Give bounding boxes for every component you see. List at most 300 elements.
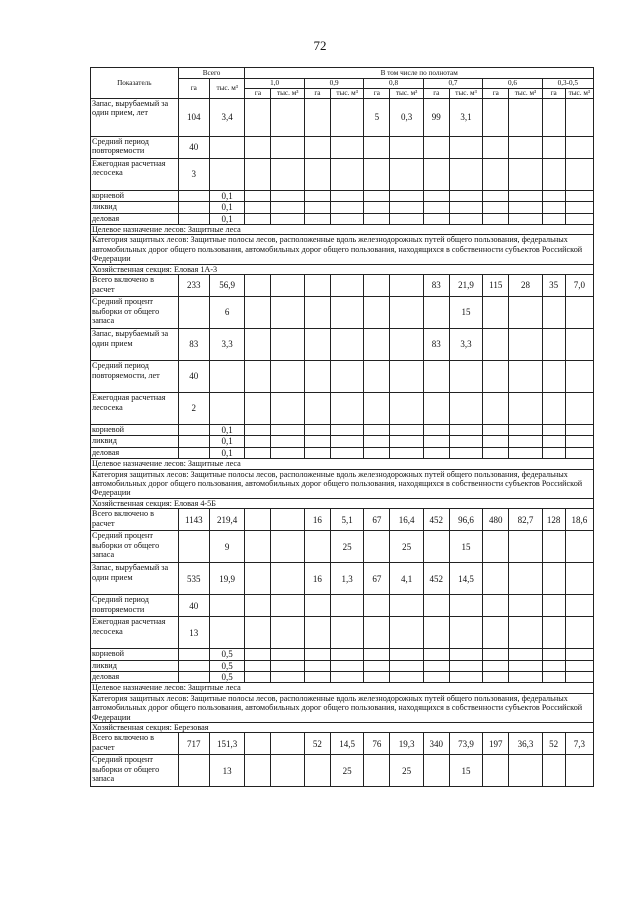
value-cell: 25 — [390, 531, 423, 563]
table-row — [91, 509, 594, 531]
value-cell — [483, 425, 509, 436]
value-cell — [449, 159, 482, 191]
header-thousand-m3: тыс. м³ — [330, 89, 363, 99]
value-cell: 128 — [542, 509, 565, 531]
value-cell: 233 — [178, 275, 209, 297]
value-cell — [330, 425, 363, 436]
value-cell: 13 — [209, 755, 244, 787]
row-label: Средний период повторяемости — [91, 595, 179, 617]
value-cell — [390, 649, 423, 660]
value-cell: 19,3 — [390, 733, 423, 755]
value-cell — [449, 660, 482, 671]
value-cell: 73,9 — [449, 733, 482, 755]
value-cell — [245, 447, 271, 458]
value-cell: 717 — [178, 733, 209, 755]
value-cell: 0,1 — [209, 425, 244, 436]
value-cell — [449, 617, 482, 649]
value-cell — [390, 671, 423, 682]
value-cell — [565, 191, 593, 202]
section-heading: Хозяйственная секция: Еловая 4-5Б — [91, 498, 594, 508]
value-cell — [245, 436, 271, 447]
value-cell: 0,1 — [209, 213, 244, 224]
value-cell — [483, 297, 509, 329]
row-label: Запас, вырубаемый за один прием — [91, 329, 179, 361]
value-cell — [509, 213, 542, 224]
value-cell: 19,9 — [209, 563, 244, 595]
value-cell — [449, 649, 482, 660]
header-ha: га — [245, 89, 271, 99]
value-cell — [364, 436, 390, 447]
value-cell — [271, 649, 304, 660]
value-cell — [178, 671, 209, 682]
value-cell — [542, 563, 565, 595]
value-cell — [509, 595, 542, 617]
row-label: Всего включено в расчет — [91, 275, 179, 297]
table-row — [91, 425, 594, 436]
value-cell: 1,3 — [330, 563, 363, 595]
value-cell — [390, 425, 423, 436]
header-density: 0,7 — [423, 79, 482, 89]
value-cell — [449, 595, 482, 617]
value-cell — [483, 436, 509, 447]
value-cell: 535 — [178, 563, 209, 595]
value-cell: 21,9 — [449, 275, 482, 297]
value-cell — [245, 755, 271, 787]
header-thousand-m3: тыс. м³ — [209, 79, 244, 99]
row-label: Средний период повторяемости — [91, 137, 179, 159]
value-cell: 16 — [304, 509, 330, 531]
value-cell — [271, 137, 304, 159]
header-ha: га — [423, 89, 449, 99]
value-cell — [271, 329, 304, 361]
value-cell — [330, 297, 363, 329]
table-row — [91, 361, 594, 393]
header-ha: га — [178, 79, 209, 99]
value-cell — [542, 191, 565, 202]
value-cell — [449, 425, 482, 436]
value-cell — [209, 159, 244, 191]
value-cell — [364, 202, 390, 213]
value-cell: 104 — [178, 99, 209, 137]
value-cell — [245, 617, 271, 649]
value-cell: 99 — [423, 99, 449, 137]
table-row — [91, 660, 594, 671]
value-cell: 16 — [304, 563, 330, 595]
value-cell: 25 — [330, 755, 363, 787]
value-cell: 0,5 — [209, 660, 244, 671]
value-cell — [449, 361, 482, 393]
value-cell — [565, 425, 593, 436]
value-cell — [245, 393, 271, 425]
value-cell — [565, 99, 593, 137]
value-cell — [178, 447, 209, 458]
table-row — [91, 617, 594, 649]
value-cell — [509, 447, 542, 458]
value-cell — [423, 595, 449, 617]
value-cell — [245, 213, 271, 224]
value-cell — [304, 531, 330, 563]
table-row — [91, 447, 594, 458]
value-cell — [423, 425, 449, 436]
value-cell — [423, 660, 449, 671]
value-cell — [364, 755, 390, 787]
value-cell — [271, 99, 304, 137]
value-cell — [509, 563, 542, 595]
value-cell — [304, 159, 330, 191]
value-cell — [542, 329, 565, 361]
value-cell — [542, 531, 565, 563]
value-cell — [271, 733, 304, 755]
header-ha: га — [483, 89, 509, 99]
value-cell — [390, 191, 423, 202]
value-cell — [423, 649, 449, 660]
value-cell — [245, 563, 271, 595]
value-cell — [565, 563, 593, 595]
table-row — [91, 191, 594, 202]
value-cell: 9 — [209, 531, 244, 563]
header-thousand-m3: тыс. м³ — [271, 89, 304, 99]
value-cell — [423, 159, 449, 191]
value-cell — [542, 447, 565, 458]
forest-table — [90, 67, 594, 787]
value-cell: 452 — [423, 563, 449, 595]
table-row — [91, 137, 594, 159]
value-cell: 40 — [178, 595, 209, 617]
value-cell — [304, 425, 330, 436]
value-cell — [271, 671, 304, 682]
value-cell — [565, 531, 593, 563]
value-cell — [542, 202, 565, 213]
value-cell — [304, 595, 330, 617]
value-cell: 2 — [178, 393, 209, 425]
row-label: Всего включено в расчет — [91, 509, 179, 531]
value-cell — [483, 660, 509, 671]
value-cell — [390, 595, 423, 617]
value-cell — [271, 617, 304, 649]
value-cell: 96,6 — [449, 509, 482, 531]
header-thousand-m3: тыс. м³ — [449, 89, 482, 99]
value-cell — [304, 447, 330, 458]
section-heading: Категория защитных лесов: Защитные полосы лесов, расположенные вдоль железнодорожных путей общего пользования, федеральных автомобильных дорог общего пользования, автомобильных дорог общего пользования, находящихся в собственности субъектов Российской Федерации — [91, 235, 594, 264]
value-cell — [330, 275, 363, 297]
value-cell — [271, 159, 304, 191]
value-cell: 14,5 — [330, 733, 363, 755]
section-heading: Целевое назначение лесов: Защитные леса — [91, 459, 594, 469]
value-cell — [245, 99, 271, 137]
value-cell — [304, 202, 330, 213]
value-cell — [542, 159, 565, 191]
table-row — [91, 469, 594, 498]
value-cell — [542, 425, 565, 436]
value-cell: 16,4 — [390, 509, 423, 531]
row-label: корневой — [91, 425, 179, 436]
section-heading: Хозяйственная секция: Березовая — [91, 723, 594, 733]
value-cell — [304, 617, 330, 649]
value-cell — [364, 275, 390, 297]
value-cell — [245, 275, 271, 297]
value-cell — [245, 202, 271, 213]
value-cell: 3,1 — [449, 99, 482, 137]
header-ha: га — [542, 89, 565, 99]
value-cell — [364, 137, 390, 159]
value-cell — [509, 137, 542, 159]
value-cell — [304, 671, 330, 682]
value-cell — [542, 137, 565, 159]
table-row — [91, 671, 594, 682]
value-cell — [390, 393, 423, 425]
table-row — [91, 297, 594, 329]
table-body — [91, 99, 594, 787]
value-cell — [330, 595, 363, 617]
value-cell — [245, 595, 271, 617]
value-cell — [542, 649, 565, 660]
value-cell — [330, 393, 363, 425]
value-cell: 67 — [364, 509, 390, 531]
value-cell: 56,9 — [209, 275, 244, 297]
value-cell — [390, 159, 423, 191]
value-cell: 28 — [509, 275, 542, 297]
value-cell — [423, 393, 449, 425]
row-label: Ежегодная расчетная лесосека — [91, 617, 179, 649]
table-row — [91, 225, 594, 235]
header-by-density: В том числе по полнотам — [245, 68, 594, 79]
value-cell — [304, 393, 330, 425]
row-label: Запас, вырубаемый за один прием — [91, 563, 179, 595]
row-label: Всего включено в расчет — [91, 733, 179, 755]
value-cell: 197 — [483, 733, 509, 755]
row-label: деловая — [91, 213, 179, 224]
value-cell — [330, 649, 363, 660]
row-label: ликвид — [91, 660, 179, 671]
section-heading: Хозяйственная секция: Еловая 1А-3 — [91, 264, 594, 274]
table-row — [91, 531, 594, 563]
value-cell: 0,1 — [209, 436, 244, 447]
value-cell — [542, 213, 565, 224]
value-cell: 3,3 — [449, 329, 482, 361]
value-cell — [483, 99, 509, 137]
row-label: Средний процент выборки от общего запаса — [91, 297, 179, 329]
value-cell — [178, 531, 209, 563]
value-cell — [304, 275, 330, 297]
value-cell — [509, 425, 542, 436]
value-cell: 480 — [483, 509, 509, 531]
value-cell — [364, 447, 390, 458]
value-cell — [483, 595, 509, 617]
value-cell — [423, 755, 449, 787]
table-row — [91, 275, 594, 297]
value-cell: 219,4 — [209, 509, 244, 531]
value-cell — [423, 137, 449, 159]
value-cell: 3,4 — [209, 99, 244, 137]
value-cell — [330, 671, 363, 682]
value-cell — [245, 425, 271, 436]
value-cell — [330, 159, 363, 191]
table-row — [91, 159, 594, 191]
value-cell: 5 — [364, 99, 390, 137]
value-cell — [304, 297, 330, 329]
value-cell — [542, 617, 565, 649]
value-cell — [178, 425, 209, 436]
value-cell — [509, 393, 542, 425]
value-cell — [509, 361, 542, 393]
value-cell — [271, 393, 304, 425]
value-cell — [449, 393, 482, 425]
value-cell — [364, 649, 390, 660]
value-cell — [565, 671, 593, 682]
value-cell: 52 — [542, 733, 565, 755]
value-cell — [330, 329, 363, 361]
value-cell — [330, 447, 363, 458]
value-cell — [271, 297, 304, 329]
value-cell — [449, 202, 482, 213]
value-cell — [483, 649, 509, 660]
value-cell — [209, 137, 244, 159]
value-cell: 82,7 — [509, 509, 542, 531]
value-cell — [271, 595, 304, 617]
value-cell — [245, 531, 271, 563]
value-cell — [178, 191, 209, 202]
value-cell — [423, 213, 449, 224]
table-row — [91, 235, 594, 264]
value-cell — [565, 297, 593, 329]
value-cell — [483, 671, 509, 682]
value-cell: 115 — [483, 275, 509, 297]
value-cell: 25 — [330, 531, 363, 563]
value-cell: 76 — [364, 733, 390, 755]
value-cell — [364, 297, 390, 329]
value-cell — [423, 671, 449, 682]
row-label: ликвид — [91, 202, 179, 213]
table-row — [91, 733, 594, 755]
value-cell — [483, 393, 509, 425]
value-cell — [304, 191, 330, 202]
value-cell — [304, 213, 330, 224]
value-cell — [449, 436, 482, 447]
value-cell — [245, 509, 271, 531]
value-cell — [509, 649, 542, 660]
value-cell — [304, 329, 330, 361]
value-cell — [330, 191, 363, 202]
value-cell — [483, 329, 509, 361]
header-density: 0,9 — [304, 79, 363, 89]
header-density: 0,3-0,5 — [542, 79, 593, 89]
value-cell — [423, 191, 449, 202]
value-cell — [271, 202, 304, 213]
header-total: Всего — [178, 68, 245, 79]
value-cell — [423, 436, 449, 447]
table-row — [91, 393, 594, 425]
value-cell: 52 — [304, 733, 330, 755]
value-cell — [390, 617, 423, 649]
value-cell: 83 — [178, 329, 209, 361]
value-cell: 4,1 — [390, 563, 423, 595]
value-cell — [509, 531, 542, 563]
value-cell — [483, 617, 509, 649]
row-label: Средний процент выборки от общего запаса — [91, 755, 179, 787]
value-cell — [390, 361, 423, 393]
value-cell — [565, 660, 593, 671]
value-cell — [178, 660, 209, 671]
value-cell — [271, 531, 304, 563]
value-cell: 14,5 — [449, 563, 482, 595]
value-cell — [509, 99, 542, 137]
table-row — [91, 595, 594, 617]
value-cell — [330, 660, 363, 671]
value-cell — [330, 617, 363, 649]
value-cell — [509, 755, 542, 787]
value-cell — [565, 137, 593, 159]
value-cell — [245, 649, 271, 660]
value-cell — [245, 733, 271, 755]
value-cell — [483, 755, 509, 787]
value-cell — [271, 361, 304, 393]
value-cell — [271, 213, 304, 224]
value-cell — [304, 755, 330, 787]
value-cell — [423, 617, 449, 649]
value-cell — [423, 202, 449, 213]
value-cell — [245, 660, 271, 671]
value-cell: 25 — [390, 755, 423, 787]
value-cell — [364, 595, 390, 617]
value-cell — [542, 436, 565, 447]
value-cell — [565, 202, 593, 213]
value-cell — [542, 595, 565, 617]
value-cell: 35 — [542, 275, 565, 297]
value-cell: 40 — [178, 137, 209, 159]
value-cell — [178, 436, 209, 447]
value-cell — [330, 213, 363, 224]
value-cell — [483, 191, 509, 202]
value-cell: 13 — [178, 617, 209, 649]
value-cell — [271, 275, 304, 297]
value-cell — [509, 202, 542, 213]
header-thousand-m3: тыс. м³ — [509, 89, 542, 99]
value-cell — [542, 660, 565, 671]
section-heading: Целевое назначение лесов: Защитные леса — [91, 225, 594, 235]
header-density: 0,6 — [483, 79, 542, 89]
value-cell — [304, 436, 330, 447]
value-cell: 40 — [178, 361, 209, 393]
value-cell — [364, 393, 390, 425]
table-row — [91, 563, 594, 595]
value-cell — [364, 617, 390, 649]
value-cell — [271, 425, 304, 436]
value-cell — [390, 297, 423, 329]
value-cell — [483, 361, 509, 393]
section-heading: Категория защитных лесов: Защитные полосы лесов, расположенные вдоль железнодорожных путей общего пользования, федеральных автомобильных дорог общего пользования, автомобильных дорог общего пользования, находящихся в собственности субъектов Российской Федерации — [91, 469, 594, 498]
value-cell — [304, 99, 330, 137]
value-cell — [271, 191, 304, 202]
value-cell — [565, 755, 593, 787]
header-ha: га — [304, 89, 330, 99]
value-cell — [423, 297, 449, 329]
table-row — [91, 202, 594, 213]
value-cell — [509, 297, 542, 329]
value-cell — [483, 159, 509, 191]
value-cell — [449, 671, 482, 682]
value-cell — [509, 191, 542, 202]
value-cell — [245, 297, 271, 329]
value-cell — [509, 671, 542, 682]
value-cell — [271, 660, 304, 671]
value-cell — [364, 425, 390, 436]
value-cell — [271, 447, 304, 458]
value-cell — [209, 617, 244, 649]
value-cell — [364, 329, 390, 361]
value-cell: 15 — [449, 297, 482, 329]
table-row — [91, 459, 594, 469]
value-cell — [330, 137, 363, 159]
